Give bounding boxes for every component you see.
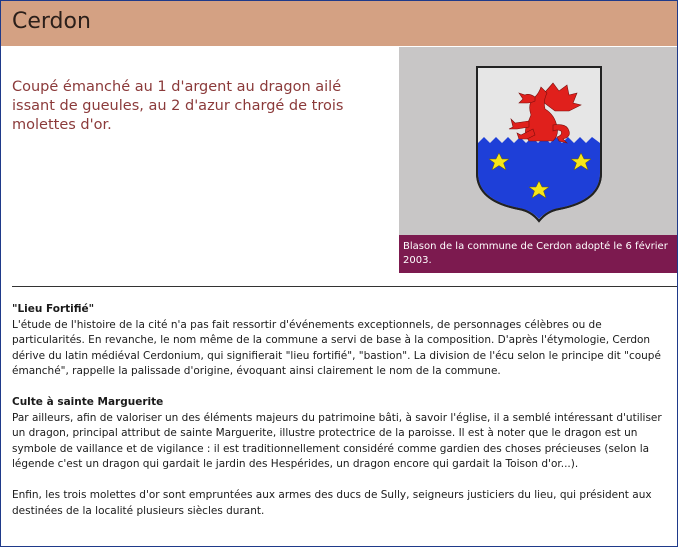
coat-of-arms-icon	[469, 63, 609, 223]
section-paragraph: Par ailleurs, afin de valoriser un des éléments majeurs du patrimoine bâti, à savoir l'église, il a semblé intéressant d'utiliser un dragon, principal attribut de sainte Marguerite, illustre protectrice de la paroisse. Il est à noter que le dragon est un symbole de vaillance et de vigilance : il est traditionnellement considéré comme gardien des choses précieuses (selon la légende c'est un dragon qui gardait le jardin des Hespérides, un dragon encore qui gardait la Toison d'or...).	[12, 411, 662, 470]
closing-paragraph: Enfin, les trois molettes d'or sont empruntées aux armes des ducs de Sully, seigneurs justiciers du lieu, qui président aux destinées de la localité plusieurs siècles durant.	[12, 489, 652, 517]
image-caption	[399, 235, 677, 273]
section-heading: Culte à sainte Marguerite	[12, 396, 164, 408]
article-body	[12, 302, 662, 519]
section-paragraph: L'étude de l'histoire de la cité n'a pas fait ressortir d'événements exceptionnels, de personnages célèbres ou de particularités. En revanche, le nom même de la commune a servi de base à la composition. D'après l'étymologie, Cerdon dérive du latin médiéval Cerdonium, qui signifierait "lieu fortifié", "bastion". La division de l'écu selon le principe dit "coupé émanché", rappelle la palissade d'origine, évoquant ainsi clairement le nom de la commune.	[12, 318, 661, 377]
page-header	[1, 1, 677, 46]
coat-of-arms-image	[399, 47, 677, 235]
blazon-description: Coupé émanché au 1 d'argent au dragon ailé issant de gueules, au 2 d'azur chargé de trois molettes d'or.	[12, 79, 344, 133]
image-caption-text: Blason de la commune de Cerdon adopté le 6 février 2003.	[403, 241, 668, 266]
section-heading: "Lieu Fortifié"	[12, 303, 95, 315]
divider	[12, 286, 677, 287]
page-title: Cerdon	[12, 9, 91, 34]
